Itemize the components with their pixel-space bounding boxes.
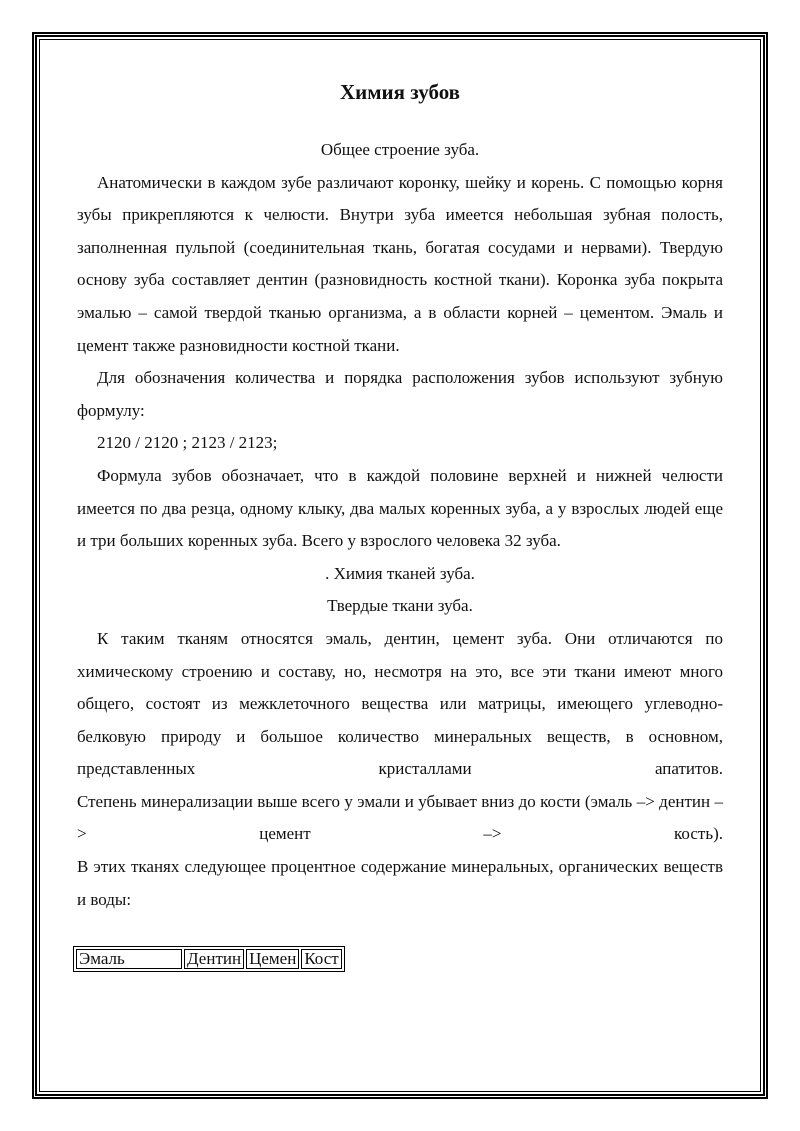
table-header-cell: Дентин (184, 949, 244, 969)
spacer (77, 916, 723, 946)
document-title: Химия зубов (339, 80, 461, 104)
section-heading-chemistry: . Химия тканей зуба. (325, 563, 475, 583)
section-heading-hard-tissues: Твердые ткани зуба. (327, 596, 473, 616)
paragraph-anatomy: Анатомически в каждом зубе различают коронку, шейку и корень. С помощью корня зубы прикрепляются к челюсти. Внутри зуба имеется небольшая зубная полость, заполненная пульпой (соединительная ткань, богатая сосудами и нервами). Твердую основу зуба составляет дентин (разновидность костной ткани). Коронка зуба покрыта эмалью – самой твердой тканью организма, а в области корней – цементом. Эмаль и цемент также разновидности костной ткани. (77, 172, 723, 355)
table-header-cell: Эмаль (76, 949, 182, 969)
document-body (77, 72, 723, 972)
paragraph-formula-intro: Для обозначения количества и порядка расположения зубов используют зубную формулу: (77, 368, 723, 420)
paragraph-formula-explanation: Формула зубов обозначает, что в каждой половине верхней и нижней челюсти имеется по два резца, одному клыку, два малых коренных зуба, а у взрослых людей еще и три больших коренных зуба. Всего у взрослого человека 32 зуба. (77, 465, 723, 551)
table-row (76, 949, 342, 969)
table-header-cell: Кост (301, 949, 341, 969)
composition-table (73, 946, 345, 972)
dental-formula: 2120 / 2120 ; 2123 / 2123; (97, 433, 278, 453)
table-header-cell: Цемен (246, 949, 299, 969)
section-heading-structure: Общее строение зуба. (320, 140, 480, 159)
paragraph-hard-tissues: К таким тканям относятся эмаль, дентин, цемент зуба. Они отличаются по химическому строению и составу, но, несмотря на это, все эти ткани имеют много общего, состоят из межклеточного вещества или матрицы, имеющего углеводно-белковую природу и большое количество минеральных веществ, в основном, представленных кристаллами апатитов. (77, 628, 723, 779)
paragraph-composition-intro: В этих тканях следующее процентное содержание минеральных, органических веществ и воды: (77, 857, 723, 909)
paragraph-mineralization: Степень минерализации выше всего у эмали и убывает вниз до кости (эмаль –> дентин –> цемент –> кость). (77, 791, 723, 844)
